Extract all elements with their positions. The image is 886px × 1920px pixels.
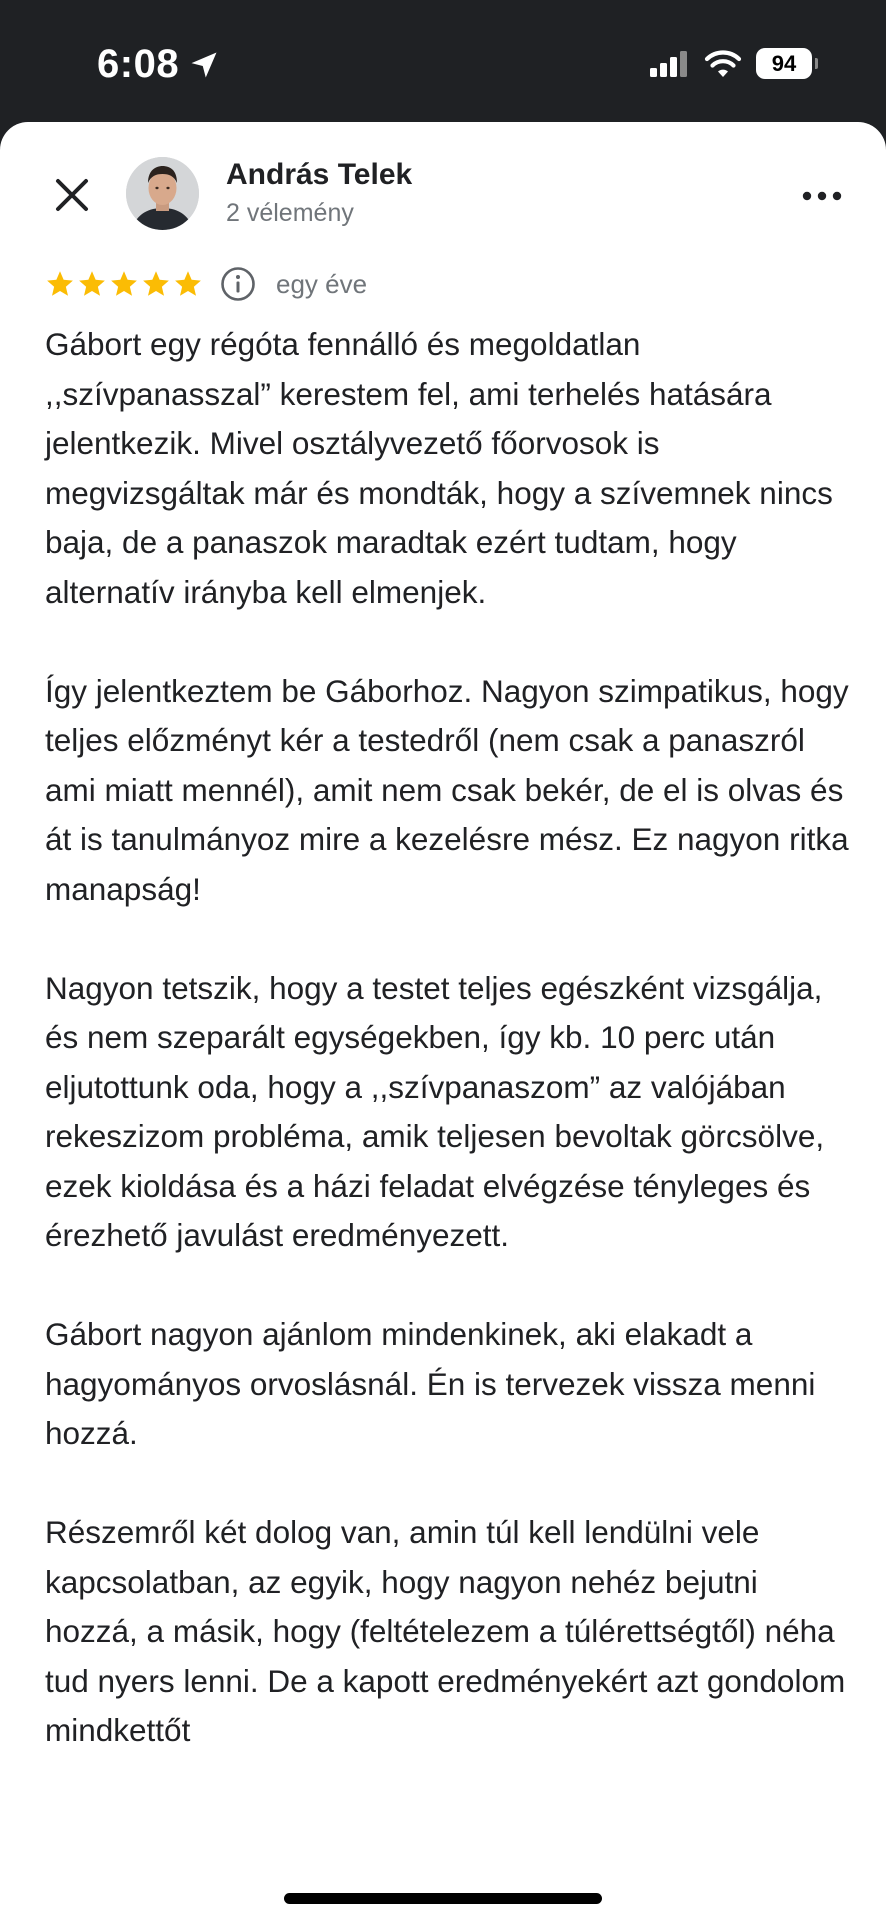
- cellular-signal-icon: [650, 51, 690, 77]
- close-button[interactable]: [49, 172, 95, 218]
- review-paragraph: Gábort egy régóta fennálló és megoldatlan ,,szívpanasszal” kerestem fel, ami terhelés hatására jelentkezik. Mivel osztályvezető főorvosok is megvizsgáltak már és mondták, hogy a szívemnek nincs baja, de a panaszok maradtak ezért tudtam, hogy alternatív irányba kell elmenjek.: [45, 326, 833, 610]
- avatar-photo: [126, 157, 199, 230]
- home-indicator[interactable]: [284, 1893, 602, 1904]
- close-icon: [55, 178, 89, 212]
- review-date: egy éve: [276, 268, 368, 299]
- review-paragraph: Így jelentkeztem be Gáborhoz. Nagyon szimpatikus, hogy teljes előzményt kér a testedről (nem csak a panaszról ami miatt mennél), amit nem csak bekér, de el is olvas és át is tanulmányoz mire a kezelésre mész. Ez nagyon ritka manapság!: [45, 672, 849, 907]
- star-filled-icon: [173, 269, 203, 299]
- rating-row: [45, 264, 367, 304]
- info-icon[interactable]: [220, 266, 256, 302]
- wifi-icon: [704, 50, 742, 78]
- star-filled-icon: [77, 269, 107, 299]
- review-paragraph: Nagyon tetszik, hogy a testet teljes egészként vizsgálja, és nem szeparált egységekben, így kb. 10 perc után eljutottunk oda, hogy a ,,szívpanaszom” az valójában rekeszizom probléma, amik teljesen bevoltak görcsölve, ezek kioldása és a házi feladat elvégzése tényleges és érezhető javulást eredményezett.: [45, 969, 825, 1253]
- star-filled-icon: [45, 269, 75, 299]
- status-time-text: 6:08: [97, 42, 180, 86]
- review-text: [45, 320, 855, 1805]
- reviewer-name[interactable]: András Telek: [226, 158, 413, 191]
- avatar[interactable]: [126, 157, 199, 230]
- status-indicators: [650, 48, 812, 79]
- review-paragraph: Részemről két dolog van, amin túl kell lendülni vele kapcsolatban, az egyik, hogy nagyon nehéz bejutni hozzá, a másik, hogy (feltételezem a túlérettségtől) néha tud nyers lenni. De a kapott eredményekért azt gondolom mindkettőt: [45, 1514, 846, 1748]
- star-rating: [45, 269, 203, 299]
- review-paragraph: Gábort nagyon ajánlom mindenkinek, aki elakadt a hagyományos orvoslásnál. Én is tervezek vissza menni hozzá.: [45, 1316, 816, 1451]
- status-time: [97, 42, 219, 87]
- star-filled-icon: [141, 269, 171, 299]
- more-vert-dots-icon: [802, 191, 842, 201]
- review-sheet: [0, 122, 886, 1920]
- status-bar: [0, 0, 886, 122]
- star-filled-icon: [109, 269, 139, 299]
- battery-icon: [756, 48, 812, 79]
- review-count: 2 vélemény: [226, 199, 354, 227]
- location-arrow-icon: [189, 50, 219, 80]
- battery-level: 94: [771, 50, 797, 76]
- more-options-button[interactable]: [800, 174, 844, 218]
